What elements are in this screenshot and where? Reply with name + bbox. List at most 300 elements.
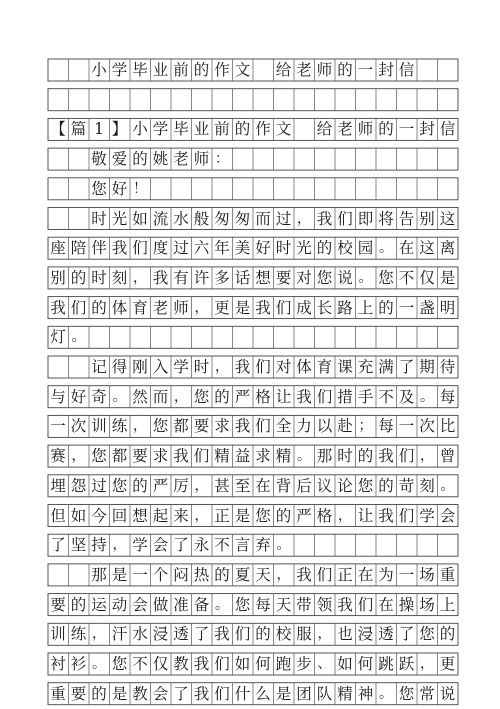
char-cell: 及: [398, 387, 415, 406]
char-cell: 是: [111, 565, 128, 584]
char-cell: 【: [50, 120, 66, 139]
char-cell: 衬: [50, 655, 66, 673]
char-cell: 精: [337, 684, 353, 703]
char-cell: 那: [316, 447, 333, 466]
char-cell: 的: [316, 239, 333, 258]
essay-line: [48, 684, 458, 704]
char-cell: 美: [234, 239, 251, 258]
char-cell: ，: [133, 418, 147, 435]
char-cell: 论: [337, 476, 353, 495]
char-cell: 们: [234, 625, 251, 644]
char-cell: 益: [234, 447, 251, 466]
char-cell: 水: [132, 625, 148, 644]
char-cell: 信: [398, 61, 415, 79]
char-cell: 以: [316, 417, 333, 436]
char-cell: 重: [50, 684, 66, 703]
char-cell: 您: [111, 476, 128, 495]
char-cell: 要: [275, 268, 292, 287]
char-cell: 的: [132, 150, 148, 169]
char-cell: ，: [317, 626, 332, 643]
char-cell: ，: [338, 507, 352, 524]
char-cell: 的: [132, 476, 148, 495]
char-cell: 时: [275, 239, 292, 258]
char-cell: 会: [152, 684, 169, 703]
char-cell: 在: [398, 239, 415, 258]
char-cell: 们: [132, 239, 148, 258]
essay-line: [48, 268, 458, 288]
essay-line: [48, 476, 458, 496]
char-cell: 备: [193, 595, 210, 614]
char-cell: 们: [70, 298, 87, 317]
char-cell: 赴: [337, 417, 353, 436]
char-cell: 至: [234, 476, 251, 495]
char-cell: 我: [296, 387, 312, 406]
char-cell: ，: [133, 269, 147, 286]
char-cell: 议: [316, 476, 333, 495]
char-cell: 而: [255, 209, 271, 228]
char-cell: 也: [337, 625, 353, 644]
char-cell: 求: [255, 447, 271, 466]
char-cell: 过: [173, 239, 189, 258]
char-cell: 上: [357, 298, 374, 317]
char-cell: 正: [214, 506, 230, 525]
char-cell: 训: [50, 625, 66, 644]
char-cell: 教: [173, 655, 189, 673]
char-cell: 精: [275, 447, 292, 466]
char-cell: 队: [316, 684, 333, 703]
char-cell: 会: [439, 506, 456, 525]
char-cell: 仅: [152, 655, 169, 673]
char-cell: 们: [214, 684, 230, 703]
char-cell: 每: [255, 595, 271, 614]
char-cell: 成: [296, 298, 312, 317]
char-cell: 般: [193, 209, 210, 228]
char-cell: 让: [357, 506, 374, 525]
char-cell: 时: [91, 209, 107, 228]
char-cell: 我: [214, 625, 230, 644]
char-cell: 们: [255, 358, 271, 376]
char-cell: 起: [152, 506, 169, 525]
char-cell: 我: [378, 447, 394, 466]
char-cell: 封: [378, 61, 394, 79]
char-cell: 小: [132, 120, 148, 139]
char-cell: 明: [439, 298, 456, 317]
char-cell: ，: [92, 626, 106, 643]
char-cell: 不: [132, 655, 148, 673]
essay-line: [48, 298, 458, 318]
char-cell: ，: [194, 299, 209, 316]
char-cell: 好: [255, 239, 271, 258]
char-cell: 师: [173, 298, 189, 317]
char-cell: 是: [111, 684, 128, 703]
char-cell: 上: [439, 595, 456, 614]
char-cell: 师: [357, 120, 374, 139]
char-cell: 会: [152, 536, 169, 555]
char-cell: 记: [91, 358, 107, 376]
char-cell: 。: [112, 388, 127, 405]
char-cell: 跃: [398, 655, 415, 673]
char-cell: 一: [50, 417, 66, 436]
char-cell: 们: [255, 417, 271, 436]
char-cell: 作: [255, 120, 271, 139]
essay-line: [48, 446, 458, 466]
char-cell: 透: [378, 625, 394, 644]
char-cell: 灯: [50, 328, 66, 347]
char-cell: 您: [91, 447, 107, 466]
char-cell: 我: [337, 595, 353, 614]
char-cell: 常: [419, 684, 435, 703]
char-cell: 的: [337, 61, 353, 79]
char-cell: 每: [378, 417, 394, 436]
char-cell: 不: [398, 268, 415, 287]
char-cell: 长: [316, 298, 333, 317]
char-cell: 满: [378, 358, 394, 376]
char-cell: 的: [378, 476, 394, 495]
char-cell: 在: [378, 595, 394, 614]
char-cell: 封: [419, 120, 435, 139]
char-cell: 这: [419, 239, 435, 258]
char-cell: 严: [296, 506, 312, 525]
char-cell: 育: [132, 298, 148, 317]
char-cell: 业: [152, 61, 169, 79]
char-cell: 想: [132, 506, 148, 525]
char-cell: 们: [337, 209, 353, 228]
char-cell: 步: [296, 655, 312, 673]
char-cell: 我: [234, 417, 251, 436]
char-cell: 如: [234, 655, 251, 673]
char-cell: 好: [111, 179, 128, 198]
char-cell: 别: [50, 268, 66, 287]
char-cell: 您: [419, 625, 435, 644]
char-cell: 路: [337, 298, 353, 317]
char-cell: 一: [398, 565, 415, 584]
char-cell: 的: [255, 625, 271, 644]
char-cell: 我: [193, 655, 210, 673]
char-cell: 而: [152, 387, 169, 406]
char-cell: 伴: [91, 239, 107, 258]
essay-line: [48, 416, 458, 436]
char-cell: 的: [193, 61, 210, 79]
char-cell: 的: [91, 684, 107, 703]
char-cell: 我: [378, 506, 394, 525]
char-cell: 一: [398, 417, 415, 436]
char-cell: 我: [111, 239, 128, 258]
char-cell: 格: [316, 506, 333, 525]
char-cell: 1: [94, 120, 104, 139]
char-cell: 都: [111, 447, 128, 466]
char-cell: 时: [193, 358, 210, 376]
essay-line: [48, 209, 458, 229]
char-cell: 前: [214, 120, 230, 139]
char-cell: 场: [419, 565, 435, 584]
char-cell: 的: [439, 625, 456, 644]
char-cell: ，: [112, 537, 127, 554]
char-cell: 然: [132, 387, 148, 406]
char-cell: 练: [70, 625, 87, 644]
char-cell: 我: [316, 209, 333, 228]
char-cell: 们: [214, 655, 230, 673]
char-cell: ，: [420, 656, 434, 672]
char-cell: 次: [419, 417, 435, 436]
char-cell: ，: [174, 388, 188, 405]
char-cell: 求: [152, 447, 169, 466]
char-cell: 课: [337, 358, 353, 376]
char-cell: 。: [358, 269, 373, 286]
char-cell: 永: [193, 536, 210, 555]
char-cell: 的: [275, 506, 292, 525]
char-cell: 们: [357, 595, 374, 614]
char-cell: ，: [420, 448, 434, 465]
char-cell: 学: [111, 61, 128, 79]
char-cell: 准: [173, 595, 189, 614]
char-cell: 要: [70, 684, 87, 703]
char-cell: 给: [275, 61, 292, 79]
char-cell: 多: [214, 268, 230, 287]
char-cell: 座: [50, 239, 66, 258]
char-cell: ；: [358, 418, 373, 435]
char-cell: 学: [173, 358, 189, 376]
char-cell: 一: [357, 61, 374, 79]
char-cell: 今: [91, 506, 107, 525]
char-cell: 要: [193, 417, 210, 436]
char-cell: 您: [316, 268, 333, 287]
char-cell: 天: [275, 595, 292, 614]
char-cell: ，: [276, 566, 291, 583]
char-cell: 是: [234, 506, 251, 525]
char-cell: 师: [193, 150, 210, 169]
char-cell: 刚: [132, 358, 148, 376]
essay-line: [48, 119, 458, 139]
char-cell: 时: [91, 268, 107, 287]
char-cell: 的: [70, 268, 87, 287]
char-cell: 。: [379, 240, 393, 257]
char-cell: 个: [152, 565, 169, 584]
char-cell: 跑: [275, 655, 292, 673]
char-cell: 的: [378, 298, 394, 317]
char-cell: 回: [111, 506, 128, 525]
char-cell: 我: [193, 684, 210, 703]
char-cell: 曾: [439, 447, 456, 466]
char-cell: 天: [255, 565, 271, 584]
char-cell: 甚: [214, 476, 230, 495]
char-cell: 措: [337, 387, 353, 406]
char-cell: 持: [91, 536, 107, 555]
char-cell: 毕: [173, 120, 189, 139]
char-cell: 严: [152, 476, 169, 495]
char-cell: 那: [91, 565, 107, 584]
char-cell: 陪: [70, 239, 87, 258]
char-cell: 想: [255, 268, 271, 287]
char-cell: 我: [152, 268, 169, 287]
char-cell: 有: [173, 268, 189, 287]
char-cell: 闷: [173, 565, 189, 584]
char-cell: 苛: [398, 476, 415, 495]
char-cell: 六: [193, 239, 210, 258]
char-cell: 我: [50, 298, 66, 317]
char-cell: 更: [439, 655, 456, 673]
char-cell: 您: [193, 387, 210, 406]
char-cell: 严: [234, 387, 251, 406]
char-cell: 团: [296, 684, 312, 703]
char-cell: 的: [357, 447, 374, 466]
char-cell: 体: [296, 358, 312, 376]
char-cell: 给: [316, 120, 333, 139]
char-cell: 您: [255, 506, 271, 525]
char-cell: 盏: [419, 298, 435, 317]
char-cell: ，: [194, 477, 209, 494]
essay-line: [48, 327, 458, 347]
essay-line: [48, 535, 458, 555]
char-cell: 但: [50, 506, 66, 525]
char-cell: 何: [357, 655, 374, 673]
char-cell: 正: [337, 565, 353, 584]
char-cell: 要: [132, 447, 148, 466]
essay-line: [48, 238, 458, 258]
char-cell: 是: [234, 298, 251, 317]
char-cell: 比: [439, 417, 456, 436]
char-cell: 老: [152, 298, 169, 317]
char-cell: 园: [357, 239, 374, 258]
char-cell: 与: [50, 387, 66, 406]
char-cell: 您: [234, 595, 251, 614]
char-cell: 一: [398, 298, 415, 317]
char-cell: 学: [152, 120, 169, 139]
char-cell: 言: [234, 536, 251, 555]
char-cell: 了: [193, 625, 210, 644]
char-cell: 的: [214, 387, 230, 406]
char-cell: 匆: [234, 209, 251, 228]
essay-line: [48, 149, 458, 169]
char-cell: 老: [173, 150, 189, 169]
essay-line: [48, 595, 458, 615]
char-cell: 服: [296, 625, 312, 644]
char-cell: 怨: [70, 476, 87, 495]
char-cell: 。: [440, 477, 455, 494]
char-cell: 们: [398, 506, 415, 525]
char-cell: 如: [337, 655, 353, 673]
char-cell: 说: [337, 268, 353, 287]
char-cell: 不: [378, 387, 394, 406]
char-cell: 何: [255, 655, 271, 673]
char-cell: 您: [111, 655, 128, 673]
char-cell: 。: [92, 656, 106, 672]
char-cell: 后: [296, 476, 312, 495]
char-cell: 光: [111, 209, 128, 228]
char-cell: 衫: [70, 655, 87, 673]
char-cell: ，: [71, 448, 86, 465]
char-cell: 篇: [70, 120, 87, 139]
char-cell: 们: [193, 447, 210, 466]
essay-line: [48, 90, 458, 110]
char-cell: 文: [234, 61, 251, 79]
char-cell: 您: [378, 268, 394, 287]
char-cell: 如: [70, 506, 87, 525]
char-cell: 前: [173, 61, 189, 79]
char-cell: 体: [111, 298, 128, 317]
char-cell: 操: [398, 595, 415, 614]
char-cell: 来: [173, 506, 189, 525]
char-cell: ！: [133, 180, 147, 197]
char-cell: 您: [152, 417, 169, 436]
char-cell: 了: [398, 625, 415, 644]
char-cell: 跳: [378, 655, 394, 673]
char-cell: 了: [173, 684, 189, 703]
char-cell: 们: [316, 565, 333, 584]
char-cell: 】: [111, 120, 128, 139]
char-cell: 得: [111, 358, 128, 376]
char-cell: 光: [296, 239, 312, 258]
char-cell: 手: [357, 387, 374, 406]
char-cell: 对: [296, 268, 312, 287]
char-cell: 过: [275, 209, 292, 228]
char-cell: 运: [91, 595, 107, 614]
char-cell: 老: [337, 120, 353, 139]
char-cell: 背: [275, 476, 292, 495]
char-cell: 是: [275, 684, 292, 703]
char-cell: 了: [50, 536, 66, 555]
char-cell: 年: [214, 239, 230, 258]
char-cell: 我: [296, 565, 312, 584]
char-cell: 作: [214, 61, 230, 79]
char-cell: 求: [214, 417, 230, 436]
char-cell: 为: [378, 565, 394, 584]
char-cell: 。: [379, 685, 393, 702]
char-cell: 的: [70, 595, 87, 614]
char-cell: 。: [420, 388, 434, 405]
char-cell: 、: [317, 656, 332, 672]
essay-line: [48, 387, 458, 407]
char-cell: 充: [357, 358, 374, 376]
char-cell: 动: [111, 595, 128, 614]
char-cell: 。: [215, 596, 229, 613]
char-cell: 您: [398, 684, 415, 703]
char-cell: 什: [234, 684, 251, 703]
char-cell: 力: [296, 417, 312, 436]
char-cell: 一: [132, 565, 148, 584]
char-cell: 刻: [111, 268, 128, 287]
essay-line: [48, 565, 458, 585]
char-cell: 我: [234, 358, 251, 376]
char-cell: 的: [91, 298, 107, 317]
char-cell: 匆: [214, 209, 230, 228]
char-cell: 育: [316, 358, 333, 376]
char-cell: 入: [152, 358, 169, 376]
char-cell: 夏: [234, 565, 251, 584]
char-cell: 。: [71, 329, 86, 346]
char-cell: 次: [70, 417, 87, 436]
char-cell: 仅: [419, 268, 435, 287]
char-cell: 厉: [173, 476, 189, 495]
char-cell: 许: [193, 268, 210, 287]
char-cell: 弃: [255, 536, 271, 555]
char-cell: 业: [193, 120, 210, 139]
char-cell: 校: [275, 625, 292, 644]
char-cell: 们: [398, 447, 415, 466]
char-cell: 告: [398, 209, 415, 228]
essay-line: [48, 506, 458, 526]
char-cell: 精: [214, 447, 230, 466]
char-cell: 要: [50, 595, 66, 614]
char-cell: 离: [439, 239, 456, 258]
char-cell: 练: [111, 417, 128, 436]
char-cell: 重: [439, 565, 456, 584]
char-cell: 是: [439, 268, 456, 287]
char-cell: 爱: [111, 150, 128, 169]
char-cell: 的: [234, 120, 251, 139]
char-cell: 如: [132, 209, 148, 228]
char-cell: 热: [193, 565, 210, 584]
char-cell: 。: [297, 448, 311, 465]
